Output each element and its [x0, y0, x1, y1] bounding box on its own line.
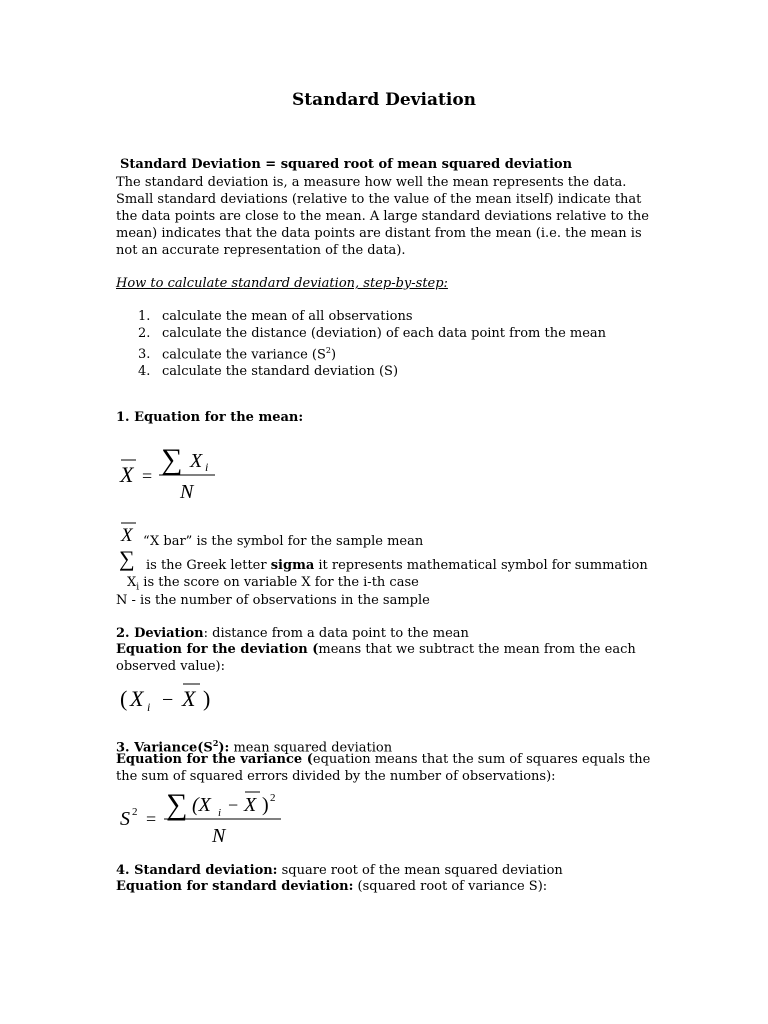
- list-item: 2. calculate the distance (deviation) of each data point from the mean: [138, 326, 607, 341]
- xi-description: $X_i$ is the score on variable X for the i-th case: [127, 575, 419, 593]
- sigma-symbol: [118, 545, 142, 571]
- svg-text:X: X: [120, 462, 134, 487]
- section2-heading: 2. Deviation: distance from a data point to the mean: [116, 626, 469, 641]
- xbar-description: “X bar” is the symbol for the sample mean: [143, 534, 424, 549]
- svg-text:X: X: [121, 525, 133, 545]
- steps-list: [138, 308, 606, 380]
- definition-heading: Standard Deviation = squared root of mean squared deviation: [120, 157, 573, 172]
- deviation-formula: [116, 676, 236, 716]
- svg-text:X: X: [244, 794, 257, 816]
- section3-heading: 3. $Variance(S^2)$: mean squared deviation: [116, 738, 393, 756]
- svg-text:∑: ∑: [161, 443, 183, 476]
- svg-text:i: i: [205, 460, 209, 474]
- svg-text:(: (: [120, 686, 128, 711]
- svg-text:(X: (X: [192, 794, 211, 816]
- svg-text:): ): [203, 686, 211, 711]
- list-item: 3. calculate the variance $(S^2)$: [138, 346, 337, 363]
- svg-text:X: X: [190, 450, 203, 472]
- section4-heading: 4. Standard deviation: square root of the mean squared deviation: [116, 863, 563, 878]
- section3-equation-text: Equation for the variance (equation means that the sum of squares equals the the sum of squared errors divided by the number of observations):: [116, 752, 651, 784]
- section2-equation-text: Equation for the deviation (means that we subtract the mean from the each observed value):: [116, 642, 636, 674]
- list-item: 4. calculate the standard deviation (S): [138, 364, 399, 380]
- definition-paragraph: The standard deviation is, a measure how well the mean represents the data. Small standard deviations (relative to the value of the mean itself) indicate that the data points are close to the mean. A large standard deviations relative to the mean) indicates that the data points are distant from the mean (i.e. the mean is not an accurate representation of the data).: [116, 175, 649, 258]
- section4-equation-text: Equation for standard deviation: (squared root of variance S):: [116, 879, 548, 894]
- svg-text:X: X: [130, 686, 144, 711]
- svg-text:): ): [262, 794, 269, 816]
- svg-text:∑: ∑: [166, 788, 188, 821]
- svg-text:X: X: [182, 686, 196, 711]
- svg-text:=: =: [142, 466, 153, 486]
- svg-text:i: i: [147, 700, 151, 714]
- svg-text:2: 2: [270, 792, 276, 804]
- howto-heading: How to calculate standard deviation, step-by-step:: [116, 276, 448, 291]
- page-title: Standard Deviation: [291, 90, 477, 110]
- mean-formula: [112, 440, 232, 506]
- svg-text:N: N: [180, 481, 194, 503]
- svg-text:=: =: [146, 809, 157, 829]
- svg-text:−: −: [228, 795, 239, 815]
- svg-text:S: S: [120, 808, 130, 830]
- svg-text:∑: ∑: [119, 546, 135, 571]
- variance-formula: [114, 786, 294, 850]
- svg-text:i: i: [218, 807, 222, 819]
- svg-text:2: 2: [132, 806, 138, 818]
- svg-text:N: N: [212, 825, 226, 847]
- section1-heading: 1. Equation for the mean:: [116, 410, 304, 425]
- n-description: N - is the number of observations in the sample: [116, 593, 430, 608]
- sigma-description: is the Greek letter sigma it represents mathematical symbol for summation: [146, 558, 648, 573]
- list-item: 1. calculate the mean of all observations: [138, 309, 413, 324]
- svg-text:−: −: [162, 689, 174, 711]
